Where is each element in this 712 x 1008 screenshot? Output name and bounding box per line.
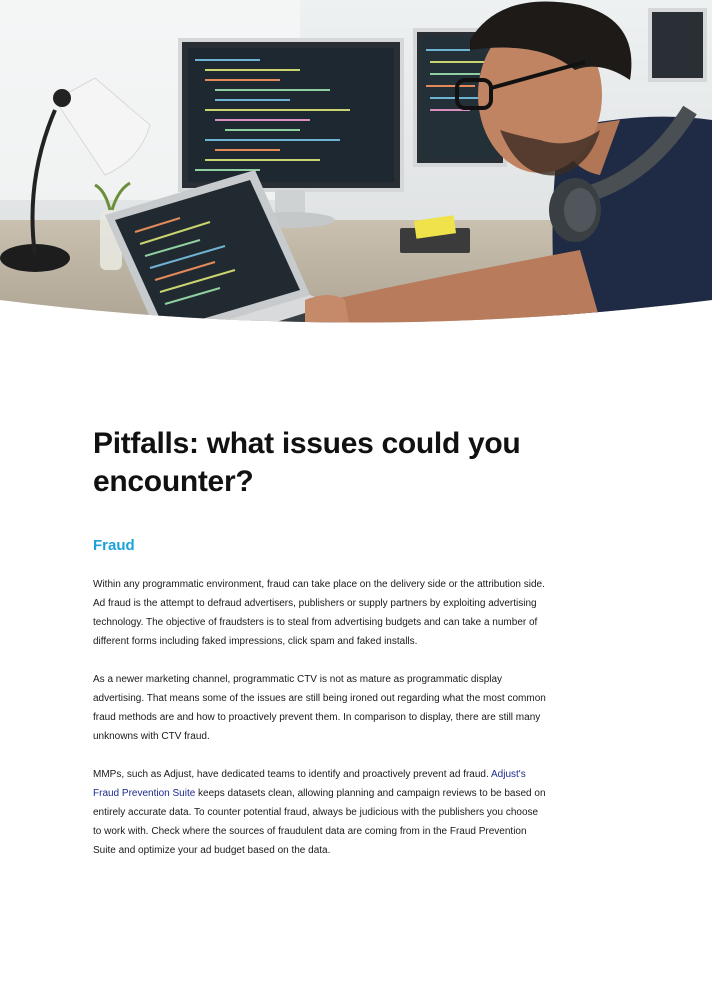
paragraph: As a newer marketing channel, programmatic CTV is not as mature as programmatic display advertising. That means some of the issues are still being ironed out regarding what the most common fraud methods are and how to proactively prevent them. In comparison to display, there are still many unknowns with CTV fraud. [93, 674, 546, 742]
paragraph-text: MMPs, such as Adjust, have dedicated teams to identify and proactively prevent ad fraud. [93, 769, 491, 780]
paragraph-text: keeps datasets clean, allowing planning and campaign reviews to be based on entirely accurate data. To counter potential fraud, always be judicious with the publishers you choose to work with. Check where the sources of fraudulent data are coming from in the Fraud Prevention Suite and optimize your ad budget based on the data. [93, 788, 546, 856]
page-title: Pitfalls: what issues could you encounter? [93, 427, 521, 498]
article-body [93, 575, 548, 879]
fraud-prevention-suite-link[interactable]: Adjust's Fraud Prevention Suite [93, 769, 526, 799]
paragraph [93, 765, 548, 860]
paragraph: Within any programmatic environment, fraud can take place on the delivery side or the attribution side. Ad fraud is the attempt to defraud advertisers, publishers or supply partners by exploiting advertising technology. The objective of fraudsters is to steal from advertising budgets and can take a number of different forms including faked impressions, click spam and faked installs. [93, 579, 545, 647]
hero-photo [0, 0, 712, 345]
section-heading-fraud: Fraud [93, 537, 135, 554]
